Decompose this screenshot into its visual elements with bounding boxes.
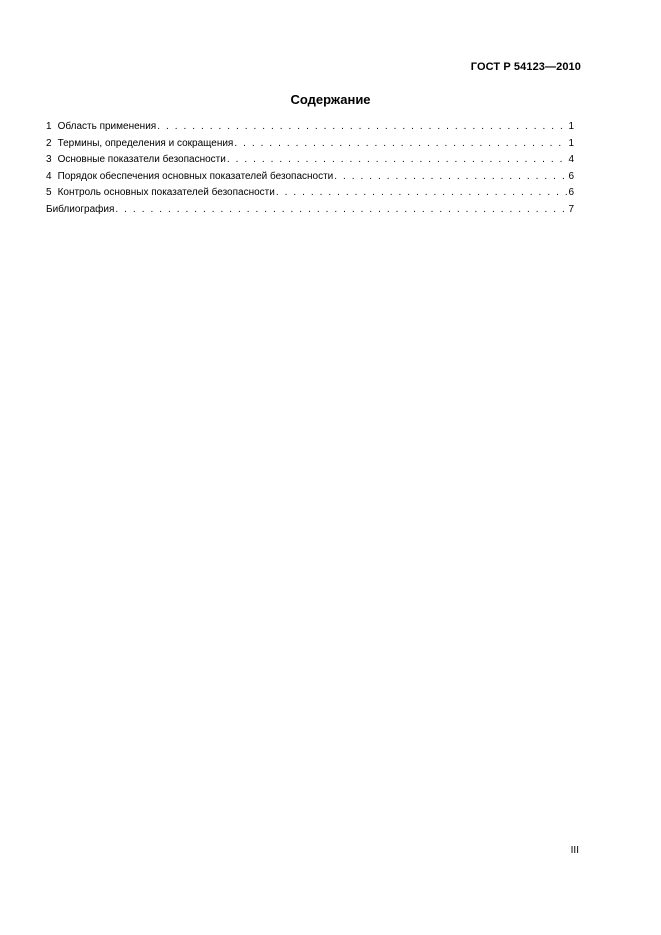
- toc-entry-terms[interactable]: [46, 136, 574, 153]
- toc-entry-label: Библиография: [46, 203, 115, 215]
- toc-entry-label: Область применения: [57, 121, 157, 132]
- page-number: III: [570, 845, 579, 856]
- toc-entry-number: 2: [46, 137, 52, 149]
- document-code: ГОСТ Р 54123—2010: [470, 61, 581, 73]
- toc-entry-page: 4: [568, 154, 574, 165]
- toc-entry-number: 4: [46, 170, 52, 182]
- toc-title: Содержание: [290, 92, 371, 107]
- toc-entry-control[interactable]: [46, 185, 574, 202]
- toc-dot-leader: [276, 185, 568, 202]
- toc-entry-label: Основные показатели безопасности: [57, 154, 226, 165]
- toc-entry-label: Контроль основных показателей безопасности: [57, 187, 275, 198]
- toc-entry-page: 1: [568, 121, 574, 132]
- toc-entry-number: 3: [46, 154, 52, 165]
- toc-dot-leader: [157, 119, 567, 136]
- toc-entry-number: 5: [46, 187, 52, 198]
- toc-dot-leader: [115, 202, 567, 219]
- toc-entry-safety-indicators[interactable]: [46, 152, 574, 169]
- toc-dot-leader: [334, 169, 567, 186]
- toc-entry-label: Термины, определения и сокращения: [57, 137, 234, 149]
- toc-entry-ensuring-procedure[interactable]: [46, 169, 574, 186]
- toc-entry-page: 6: [568, 187, 574, 198]
- toc-dot-leader: [234, 136, 567, 153]
- toc-entry-bibliography[interactable]: [46, 202, 574, 219]
- toc-entry-scope[interactable]: [46, 119, 574, 136]
- toc-entry-page: 6: [568, 170, 574, 182]
- toc-entry-number: 1: [46, 121, 52, 132]
- toc-entry-page: 1: [568, 137, 574, 149]
- table-of-contents: [46, 119, 574, 218]
- toc-entry-page: 7: [568, 203, 574, 215]
- toc-entry-label: Порядок обеспечения основных показателей безопасности: [57, 170, 334, 182]
- toc-dot-leader: [227, 152, 568, 169]
